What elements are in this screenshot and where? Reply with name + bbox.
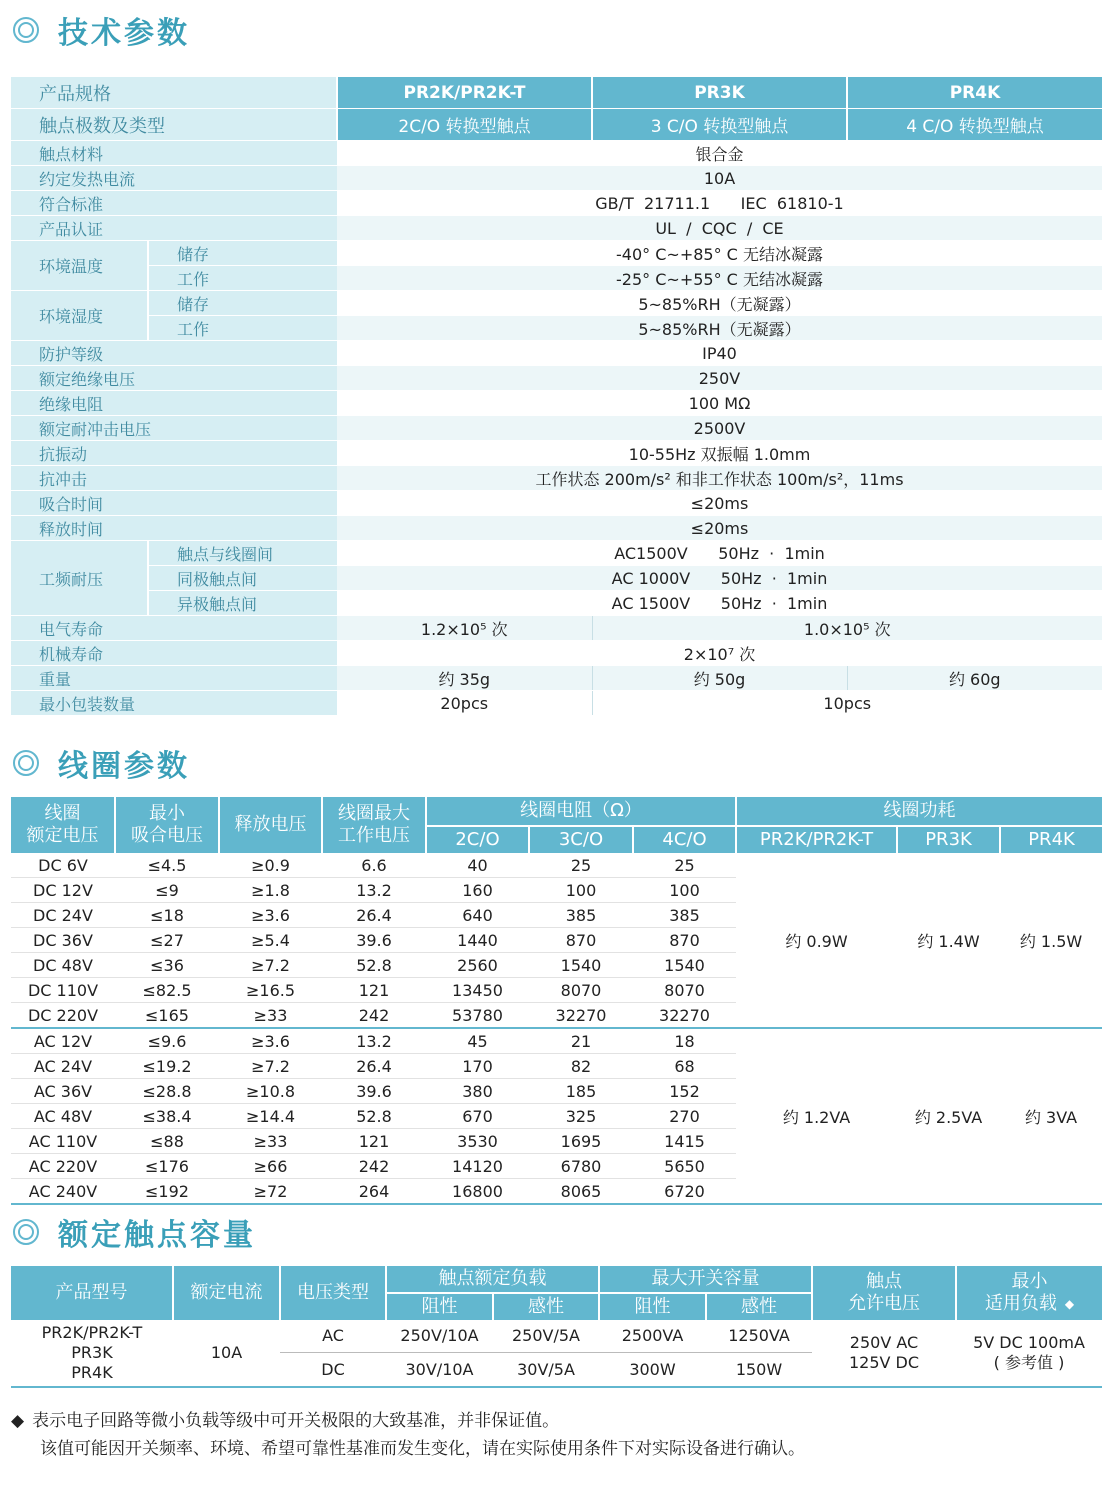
cap-header-vtype: 电压类型 xyxy=(280,1266,386,1320)
coil-cell: ≤82.5 xyxy=(115,978,219,1003)
coil-cell: DC 24V xyxy=(11,903,115,928)
spec-row xyxy=(11,541,1102,566)
coil-header-pull: 吸合电压 xyxy=(131,825,203,846)
res-col-header: 2C/O xyxy=(426,826,529,853)
coil-cell: 6.6 xyxy=(322,853,426,878)
coil-header-row xyxy=(11,797,1102,826)
coil-cell: ≥10.8 xyxy=(219,1079,322,1104)
diamond-icon: ◆ xyxy=(11,1411,25,1431)
spec-table xyxy=(11,77,1102,716)
spec-row-label: 触点材料 xyxy=(11,141,337,166)
cap-value: 300W xyxy=(599,1353,706,1388)
coil-header-power: 线圈功耗 xyxy=(736,797,1102,826)
spec-row xyxy=(11,516,1102,541)
cap-col-ind: 感性 xyxy=(706,1293,812,1320)
cap-header-allow: 允许电压 xyxy=(848,1293,920,1314)
coil-cell: 13.2 xyxy=(322,878,426,903)
coil-cell: 385 xyxy=(633,903,736,928)
cap-min: 5V DC 100mA xyxy=(973,1333,1085,1352)
spec-row-label: 环境温度 xyxy=(11,241,148,291)
coil-cell: 640 xyxy=(426,903,529,928)
spec-row xyxy=(11,641,1102,666)
coil-power-value: 约 0.9W xyxy=(736,853,897,1028)
spec-row-label: 额定绝缘电压 xyxy=(11,366,337,391)
coil-cell: 1695 xyxy=(529,1129,633,1154)
spec-sub-label: 储存 xyxy=(148,291,337,316)
cap-col-res: 阻性 xyxy=(599,1293,706,1320)
cap-value: 30V/5A xyxy=(493,1353,599,1388)
section-title-spec xyxy=(12,10,190,50)
cap-min: ( 参考值 ) xyxy=(993,1353,1065,1372)
coil-cell: 121 xyxy=(322,1129,426,1154)
spec-sub-label: 同极触点间 xyxy=(148,566,337,591)
contact-type: 3 C/O 转换型触点 xyxy=(592,109,847,141)
cap-value: 250V/5A xyxy=(493,1320,599,1353)
spec-sub-label: 工作 xyxy=(148,316,337,341)
spec-sub-label: 工作 xyxy=(148,266,337,291)
coil-cell: 160 xyxy=(426,878,529,903)
spec-row xyxy=(11,266,1102,291)
coil-cell: 25 xyxy=(633,853,736,878)
coil-power-value: 约 1.5W xyxy=(1000,853,1102,1028)
spec-row-value: 工作状态 200m/s² 和非工作状态 100m/s²，11ms xyxy=(337,466,1102,491)
coil-header-max: 线圈最大 xyxy=(338,803,410,824)
coil-header-rated: 额定电压 xyxy=(26,825,99,846)
coil-header-pull: 最小 xyxy=(149,803,185,824)
spec-row xyxy=(11,191,1102,216)
coil-cell: 68 xyxy=(633,1054,736,1079)
cap-header-maxsw: 最大开关容量 xyxy=(599,1266,812,1293)
cap-header-load: 触点额定负载 xyxy=(386,1266,599,1293)
coil-cell: 1440 xyxy=(426,928,529,953)
ring-icon xyxy=(12,1218,40,1246)
coil-cell: ≥3.6 xyxy=(219,1028,322,1054)
diamond-icon: ◆ xyxy=(1064,1297,1075,1311)
coil-cell: 39.6 xyxy=(322,928,426,953)
coil-cell: 5650 xyxy=(633,1154,736,1179)
spec-row xyxy=(11,616,1102,641)
cap-allow: 250V AC xyxy=(849,1333,919,1352)
coil-cell: 152 xyxy=(633,1079,736,1104)
cap-value: 1250VA xyxy=(706,1320,812,1353)
cap-header-allow: 触点 xyxy=(866,1271,902,1292)
spec-row-value: 银合金 xyxy=(337,141,1102,166)
cap-vtype: AC xyxy=(280,1320,386,1353)
coil-power-value: 约 1.4W xyxy=(897,853,1000,1028)
coil-cell: 100 xyxy=(633,878,736,903)
coil-cell: 26.4 xyxy=(322,903,426,928)
spec-header-label: 产品规格 xyxy=(11,77,337,109)
cap-current: 10A xyxy=(173,1320,280,1387)
coil-cell: ≥33 xyxy=(219,1129,322,1154)
coil-cell: 380 xyxy=(426,1079,529,1104)
spec-row-value: -25° C~+55° C 无结冰凝露 xyxy=(337,266,1102,291)
spec-row xyxy=(11,691,1102,716)
coil-cell: AC 36V xyxy=(11,1079,115,1104)
spec-row-value: 10A xyxy=(337,166,1102,191)
spec-row-value: AC1500V 50Hz · 1min xyxy=(337,541,1102,566)
spec-row-value: 5~85%RH（无凝露） xyxy=(337,291,1102,316)
coil-cell: 870 xyxy=(633,928,736,953)
model-header: PR4K xyxy=(847,77,1102,109)
spec-row-label: 防护等级 xyxy=(11,341,337,366)
spec-row-value: 250V xyxy=(337,366,1102,391)
spec-row-label: 约定发热电流 xyxy=(11,166,337,191)
spec-row-label: 最小包装数量 xyxy=(11,691,337,716)
spec-row xyxy=(11,666,1102,691)
spec-row-value: 20pcs xyxy=(337,691,592,716)
cap-allow: 125V DC xyxy=(848,1353,920,1372)
model-header: PR3K xyxy=(592,77,847,109)
coil-cell: 26.4 xyxy=(322,1054,426,1079)
spec-row-value: 约 60g xyxy=(847,666,1102,691)
cap-model: PR3K xyxy=(71,1343,113,1362)
spec-row xyxy=(11,216,1102,241)
spec-row-label: 触点极数及类型 xyxy=(11,109,337,141)
coil-cell: ≤19.2 xyxy=(115,1054,219,1079)
coil-cell: 1540 xyxy=(633,953,736,978)
coil-cell: 3530 xyxy=(426,1129,529,1154)
coil-cell: 32270 xyxy=(529,1003,633,1029)
spec-row-label: 产品认证 xyxy=(11,216,337,241)
coil-cell: ≤38.4 xyxy=(115,1104,219,1129)
spec-row-label: 抗冲击 xyxy=(11,466,337,491)
coil-cell: ≥16.5 xyxy=(219,978,322,1003)
spec-row-label: 释放时间 xyxy=(11,516,337,541)
coil-cell: 52.8 xyxy=(322,1104,426,1129)
spec-row-label: 电气寿命 xyxy=(11,616,337,641)
coil-cell: 242 xyxy=(322,1003,426,1029)
cap-header-row xyxy=(11,1266,1102,1293)
coil-cell: AC 110V xyxy=(11,1129,115,1154)
spec-row-label: 环境湿度 xyxy=(11,291,148,341)
spec-row-value: ≤20ms xyxy=(337,491,1102,516)
power-col-header: PR3K xyxy=(897,826,1000,853)
spec-row-value: AC 1000V 50Hz · 1min xyxy=(337,566,1102,591)
cap-col-res: 阻性 xyxy=(386,1293,493,1320)
ring-icon xyxy=(12,749,40,777)
coil-header-rated: 线圈 xyxy=(44,803,81,824)
coil-cell: ≥0.9 xyxy=(219,853,322,878)
table-row xyxy=(11,853,1102,878)
spec-row-value: 100 MΩ xyxy=(337,391,1102,416)
coil-cell: ≤165 xyxy=(115,1003,219,1029)
spec-row-value: GB/T 21711.1 IEC 61810-1 xyxy=(337,191,1102,216)
coil-cell: 325 xyxy=(529,1104,633,1129)
coil-cell: DC 12V xyxy=(11,878,115,903)
coil-cell: 40 xyxy=(426,853,529,878)
coil-cell: ≤9.6 xyxy=(115,1028,219,1054)
spec-row xyxy=(11,391,1102,416)
spec-row xyxy=(11,591,1102,616)
coil-power-value: 约 1.2VA xyxy=(736,1028,897,1204)
spec-row-label: 符合标准 xyxy=(11,191,337,216)
capacity-table xyxy=(11,1266,1102,1388)
res-col-header: 3C/O xyxy=(529,826,633,853)
coil-cell: 14120 xyxy=(426,1154,529,1179)
cap-vtype: DC xyxy=(280,1353,386,1388)
coil-cell: DC 110V xyxy=(11,978,115,1003)
spec-row-value: IP40 xyxy=(337,341,1102,366)
spec-row-value: 2×10⁷ 次 xyxy=(337,641,1102,666)
cap-value: 2500VA xyxy=(599,1320,706,1353)
spec-row xyxy=(11,291,1102,316)
coil-cell: AC 240V xyxy=(11,1179,115,1205)
coil-cell: 170 xyxy=(426,1054,529,1079)
spec-row xyxy=(11,141,1102,166)
spec-row-label: 吸合时间 xyxy=(11,491,337,516)
power-col-header: PR2K/PR2K-T xyxy=(736,826,897,853)
coil-power-value: 约 2.5VA xyxy=(897,1028,1000,1204)
coil-cell: 2560 xyxy=(426,953,529,978)
coil-cell: 8070 xyxy=(529,978,633,1003)
coil-cell: 6780 xyxy=(529,1154,633,1179)
coil-table xyxy=(11,797,1102,1205)
coil-cell: 8070 xyxy=(633,978,736,1003)
coil-cell: 100 xyxy=(529,878,633,903)
coil-cell: 242 xyxy=(322,1154,426,1179)
coil-cell: 13.2 xyxy=(322,1028,426,1054)
coil-cell: 670 xyxy=(426,1104,529,1129)
coil-cell: 18 xyxy=(633,1028,736,1054)
section-title-capacity xyxy=(12,1212,256,1252)
spec-header-row xyxy=(11,77,1102,109)
coil-header-release: 释放电压 xyxy=(219,797,322,853)
spec-row-value: 1.2×10⁵ 次 xyxy=(337,616,592,641)
spec-row-value: 2500V xyxy=(337,416,1102,441)
coil-cell: ≥66 xyxy=(219,1154,322,1179)
coil-cell: 82 xyxy=(529,1054,633,1079)
section-title-text: 线圈参数 xyxy=(58,749,190,784)
section-title-text: 技术参数 xyxy=(58,16,190,51)
coil-cell: ≤18 xyxy=(115,903,219,928)
coil-cell: 16800 xyxy=(426,1179,529,1205)
spec-row-label: 重量 xyxy=(11,666,337,691)
coil-cell: 39.6 xyxy=(322,1079,426,1104)
spec-row xyxy=(11,166,1102,191)
coil-cell: 21 xyxy=(529,1028,633,1054)
coil-cell: AC 24V xyxy=(11,1054,115,1079)
spec-row-value: 约 35g xyxy=(337,666,592,691)
coil-cell: 1540 xyxy=(529,953,633,978)
spec-row xyxy=(11,366,1102,391)
coil-cell: ≥1.8 xyxy=(219,878,322,903)
coil-header-resistance: 线圈电阻（Ω） xyxy=(426,797,736,826)
coil-cell: 52.8 xyxy=(322,953,426,978)
spec-row xyxy=(11,416,1102,441)
coil-cell: 185 xyxy=(529,1079,633,1104)
cap-header-current: 额定电流 xyxy=(173,1266,280,1320)
coil-cell: DC 48V xyxy=(11,953,115,978)
spec-row-value: ≤20ms xyxy=(337,516,1102,541)
res-col-header: 4C/O xyxy=(633,826,736,853)
cap-model: PR2K/PR2K-T xyxy=(41,1323,143,1342)
section-title-text: 额定触点容量 xyxy=(58,1218,256,1253)
coil-cell: 53780 xyxy=(426,1003,529,1029)
spec-row-value: AC 1500V 50Hz · 1min xyxy=(337,591,1102,616)
spec-sub-label: 触点与线圈间 xyxy=(148,541,337,566)
footnote-line1: 表示电子回路等微小负载等级中可开关极限的大致基准，并非保证值。 xyxy=(32,1411,560,1431)
spec-row xyxy=(11,316,1102,341)
spec-row-label: 机械寿命 xyxy=(11,641,337,666)
spec-row-label: 绝缘电阻 xyxy=(11,391,337,416)
footnote xyxy=(11,1406,559,1431)
spec-row xyxy=(11,466,1102,491)
coil-cell: ≤9 xyxy=(115,878,219,903)
coil-cell: 6720 xyxy=(633,1179,736,1205)
cap-header-min: 适用负载 xyxy=(984,1293,1057,1314)
ring-icon xyxy=(12,16,40,44)
coil-cell: ≥33 xyxy=(219,1003,322,1029)
coil-cell: 385 xyxy=(529,903,633,928)
coil-cell: ≥7.2 xyxy=(219,1054,322,1079)
coil-cell: ≥7.2 xyxy=(219,953,322,978)
cap-value: 150W xyxy=(706,1353,812,1388)
coil-header-max: 工作电压 xyxy=(338,825,410,846)
spec-contact-row xyxy=(11,109,1102,141)
coil-cell: 1415 xyxy=(633,1129,736,1154)
coil-cell: ≤28.8 xyxy=(115,1079,219,1104)
table-row xyxy=(11,1028,1102,1054)
coil-cell: 45 xyxy=(426,1028,529,1054)
coil-cell: DC 6V xyxy=(11,853,115,878)
cap-row-ac xyxy=(11,1320,1102,1353)
contact-type: 2C/O 转换型触点 xyxy=(337,109,592,141)
spec-row-value: -40° C~+85° C 无结冰凝露 xyxy=(337,241,1102,266)
spec-row xyxy=(11,241,1102,266)
coil-cell: ≤192 xyxy=(115,1179,219,1205)
coil-cell: AC 12V xyxy=(11,1028,115,1054)
spec-row xyxy=(11,341,1102,366)
coil-cell: ≤4.5 xyxy=(115,853,219,878)
coil-cell: 13450 xyxy=(426,978,529,1003)
contact-type: 4 C/O 转换型触点 xyxy=(847,109,1102,141)
coil-cell: 25 xyxy=(529,853,633,878)
coil-cell: AC 48V xyxy=(11,1104,115,1129)
spec-row-value: 1.0×10⁵ 次 xyxy=(592,616,1102,641)
coil-cell: 270 xyxy=(633,1104,736,1129)
coil-cell: ≥14.4 xyxy=(219,1104,322,1129)
coil-cell: DC 36V xyxy=(11,928,115,953)
spec-row-value: 5~85%RH（无凝露） xyxy=(337,316,1102,341)
power-col-header: PR4K xyxy=(1000,826,1102,853)
coil-power-value: 约 3VA xyxy=(1000,1028,1102,1204)
spec-row-label: 抗振动 xyxy=(11,441,337,466)
spec-sub-label: 储存 xyxy=(148,241,337,266)
coil-cell: DC 220V xyxy=(11,1003,115,1029)
coil-cell: 32270 xyxy=(633,1003,736,1029)
cap-col-ind: 感性 xyxy=(493,1293,599,1320)
coil-cell: ≥3.6 xyxy=(219,903,322,928)
spec-row-value: 10-55Hz 双振幅 1.0mm xyxy=(337,441,1102,466)
spec-row xyxy=(11,491,1102,516)
coil-cell: AC 220V xyxy=(11,1154,115,1179)
spec-row-label: 工频耐压 xyxy=(11,541,148,616)
spec-row-value: UL / CQC / CE xyxy=(337,216,1102,241)
coil-cell: 264 xyxy=(322,1179,426,1205)
spec-row xyxy=(11,566,1102,591)
coil-cell: 8065 xyxy=(529,1179,633,1205)
spec-row-value: 10pcs xyxy=(592,691,1102,716)
footnote-line2: 该值可能因开关频率、环境、希望可靠性基准而发生变化，请在实际使用条件下对实际设备进行确认。 xyxy=(40,1439,805,1459)
coil-cell: ≥5.4 xyxy=(219,928,322,953)
section-title-coil xyxy=(12,743,190,783)
coil-cell: ≤176 xyxy=(115,1154,219,1179)
model-header: PR2K/PR2K-T xyxy=(337,77,592,109)
coil-cell: 121 xyxy=(322,978,426,1003)
cap-header-min: 最小 xyxy=(1011,1271,1048,1292)
cap-value: 30V/10A xyxy=(386,1353,493,1388)
coil-cell: ≤36 xyxy=(115,953,219,978)
coil-cell: 870 xyxy=(529,928,633,953)
coil-cell: ≤88 xyxy=(115,1129,219,1154)
spec-row-label: 额定耐冲击电压 xyxy=(11,416,337,441)
spec-row xyxy=(11,441,1102,466)
spec-sub-label: 异极触点间 xyxy=(148,591,337,616)
cap-header-model: 产品型号 xyxy=(11,1266,173,1320)
coil-cell: ≥72 xyxy=(219,1179,322,1205)
coil-cell: ≤27 xyxy=(115,928,219,953)
spec-row-value: 约 50g xyxy=(592,666,847,691)
cap-value: 250V/10A xyxy=(386,1320,493,1353)
cap-model: PR4K xyxy=(71,1363,113,1382)
